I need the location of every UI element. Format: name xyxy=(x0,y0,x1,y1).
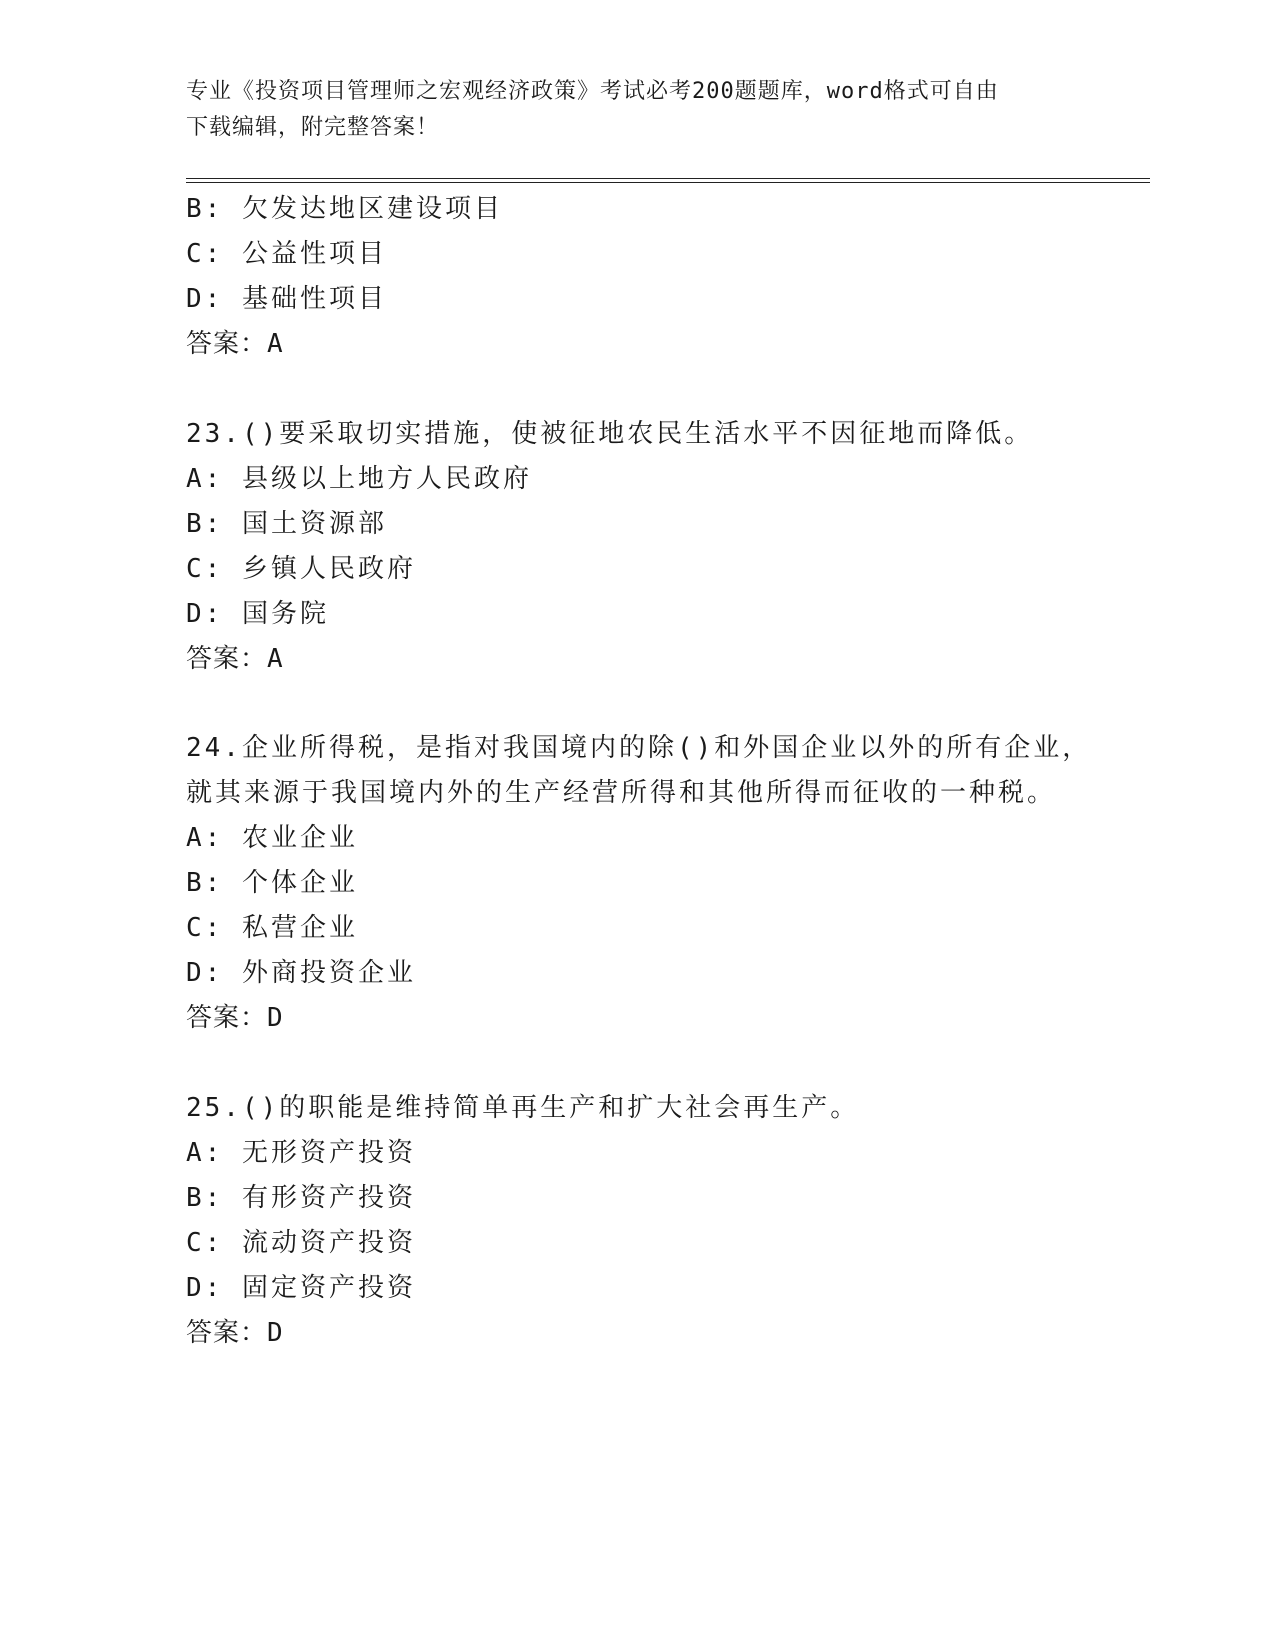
q23-option-d: D: 国务院 xyxy=(186,599,329,629)
q22-option-d: D: 基础性项目 xyxy=(186,284,387,314)
q22-option-c: C: 公益性项目 xyxy=(186,239,387,269)
q22-answer: 答案：A xyxy=(186,329,284,359)
q24-option-b: B: 个体企业 xyxy=(186,868,358,898)
document-header xyxy=(186,74,1086,146)
header-line-1: 专业《投资项目管理师之宏观经济政策》考试必考200题题库，word格式可自由 xyxy=(186,79,999,104)
q23-option-c: C: 乡镇人民政府 xyxy=(186,554,416,584)
q22-option-b: B: 欠发达地区建设项目 xyxy=(186,194,503,224)
q25-option-d: D: 固定资产投资 xyxy=(186,1273,416,1303)
q24-answer: 答案：D xyxy=(186,1003,284,1033)
q24-stem-line-1: 24.企业所得税，是指对我国境内的除()和外国企业以外的所有企业， xyxy=(186,733,1092,763)
header-divider-bottom xyxy=(186,182,1150,183)
q24-stem-line-2: 就其来源于我国境内外的生产经营所得和其他所得而征收的一种税。 xyxy=(186,778,1057,808)
header-line-2: 下载编辑，附完整答案！ xyxy=(186,115,440,140)
q25-answer: 答案：D xyxy=(186,1318,284,1348)
q23-option-a: A: 县级以上地方人民政府 xyxy=(186,464,532,494)
q25-option-b: B: 有形资产投资 xyxy=(186,1183,416,1213)
q25-option-a: A: 无形资产投资 xyxy=(186,1138,416,1168)
q23-option-b: B: 国土资源部 xyxy=(186,509,387,539)
q24-option-d: D: 外商投资企业 xyxy=(186,958,416,988)
q24-option-c: C: 私营企业 xyxy=(186,913,358,943)
q23-answer: 答案：A xyxy=(186,644,284,674)
header-divider-top xyxy=(186,178,1150,179)
q25-option-c: C: 流动资产投资 xyxy=(186,1228,416,1258)
q24-option-a: A: 农业企业 xyxy=(186,823,358,853)
q23-stem: 23.()要采取切实措施，使被征地农民生活水平不因征地而降低。 xyxy=(186,419,1034,449)
q25-stem: 25.()的职能是维持简单再生产和扩大社会再生产。 xyxy=(186,1093,860,1123)
